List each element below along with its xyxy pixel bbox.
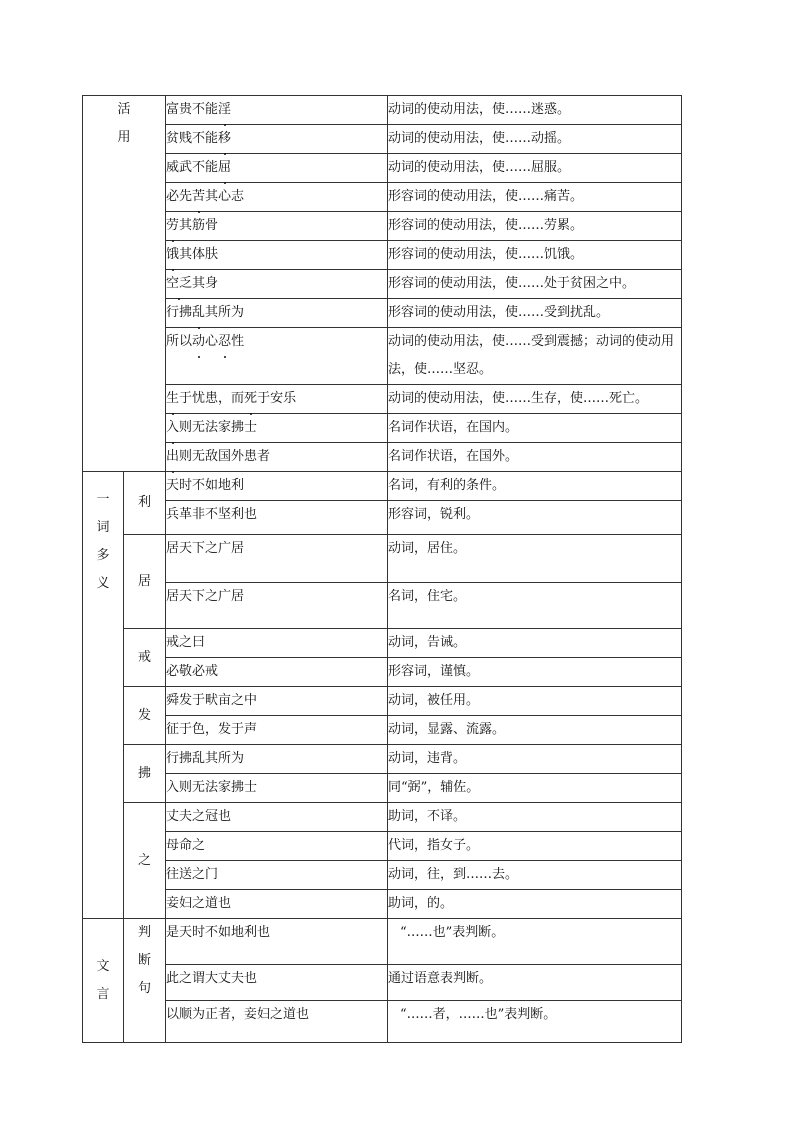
explanation: 助词，的。 <box>388 890 682 919</box>
example-sentence: 母命之 <box>166 832 388 861</box>
example-sentence: 富贵不能淫 <box>166 96 388 125</box>
section-wenyan: 文 言 <box>83 919 124 1043</box>
sub-fa: 发 <box>124 687 166 745</box>
explanation: 形容词，谨慎。 <box>388 658 682 687</box>
explanation: 动词，违背。 <box>388 745 682 774</box>
example-sentence: 劳其筋骨 <box>166 212 388 241</box>
explanation: 形容词的使动用法，使……饥饿。 <box>388 241 682 270</box>
example-sentence: 入则无法家拂士 <box>166 414 388 443</box>
explanation: 名词，住宅。 <box>388 583 682 629</box>
example-sentence: 出则无敌国外患者 <box>166 443 388 472</box>
explanation: 形容词，锐利。 <box>388 501 682 535</box>
explanation: 同“弼”，辅佐。 <box>388 774 682 803</box>
example-sentence: 妾妇之道也 <box>166 890 388 919</box>
explanation: 动词，往，到……去。 <box>388 861 682 890</box>
sub-jie: 戒 <box>124 629 166 687</box>
explanation: 动词，显露、流露。 <box>388 716 682 745</box>
explanation: 动词的使动用法，使……迷惑。 <box>388 96 682 125</box>
explanation: 动词，告诫。 <box>388 629 682 658</box>
example-sentence: 空乏其身 <box>166 270 388 299</box>
example-sentence: 兵革非不坚利也 <box>166 501 388 535</box>
example-sentence: 以顺为正者，妾妇之道也 <box>166 1001 388 1043</box>
explanation: 动词，居住。 <box>388 535 682 583</box>
example-sentence: 威武不能屈 <box>166 154 388 183</box>
explanation: 动词的使动用法，使……生存，使……死亡。 <box>388 385 682 414</box>
example-sentence: 行拂乱其所为 <box>166 745 388 774</box>
example-sentence: 居天下之广居 <box>166 583 388 629</box>
explanation: 名词作状语，在国外。 <box>388 443 682 472</box>
explanation: 代词，指女子。 <box>388 832 682 861</box>
example-sentence: 入则无法家拂士 <box>166 774 388 803</box>
explanation: 形容词的使动用法，使……痛苦。 <box>388 183 682 212</box>
explanation: 动词的使动用法，使……动摇。 <box>388 125 682 154</box>
notes-table <box>82 95 682 1043</box>
example-sentence: 天时不如地利 <box>166 472 388 501</box>
section-huoyong: 活 用 <box>83 96 166 472</box>
example-sentence: 生于忧患，而死于安乐 <box>166 385 388 414</box>
section-yici-duoyi: 一 词 多 义 <box>83 472 124 919</box>
explanation: 名词作状语，在国内。 <box>388 414 682 443</box>
explanation: 名词，有利的条件。 <box>388 472 682 501</box>
sub-panduan-ju: 判 断 句 <box>124 919 166 1043</box>
explanation: 形容词的使动用法，使……受到扰乱。 <box>388 299 682 328</box>
sub-li: 利 <box>124 472 166 535</box>
example-sentence: 行拂乱其所为 <box>166 299 388 328</box>
example-sentence: 居天下之广居 <box>166 535 388 583</box>
example-sentence: 必先苦其心志 <box>166 183 388 212</box>
explanation: 助词，不译。 <box>388 803 682 832</box>
explanation: 动词的使动用法，使……受到震撼；动词的使动用法，使……坚忍。 <box>388 328 682 385</box>
sub-ju: 居 <box>124 535 166 629</box>
example-sentence: 必敬必戒 <box>166 658 388 687</box>
explanation: 通过语意表判断。 <box>388 965 682 1001</box>
sub-bi: 拂 <box>124 745 166 803</box>
example-sentence: 是天时不如地利也 <box>166 919 388 965</box>
example-sentence: 往送之门 <box>166 861 388 890</box>
example-sentence: 舜发于畎亩之中 <box>166 687 388 716</box>
explanation: “……者，……也”表判断。 <box>388 1001 682 1043</box>
explanation: “……也”表判断。 <box>388 919 682 965</box>
explanation: 动词的使动用法，使……屈服。 <box>388 154 682 183</box>
explanation: 形容词的使动用法，使……劳累。 <box>388 212 682 241</box>
explanation: 动词，被任用。 <box>388 687 682 716</box>
explanation: 形容词的使动用法，使……处于贫困之中。 <box>388 270 682 299</box>
example-sentence: 此之谓大丈夫也 <box>166 965 388 1001</box>
example-sentence: 贫贱不能移 <box>166 125 388 154</box>
example-sentence: 饿其体肤 <box>166 241 388 270</box>
example-sentence: 所以动心忍性 <box>166 328 388 385</box>
example-sentence: 戒之曰 <box>166 629 388 658</box>
sub-zhi: 之 <box>124 803 166 919</box>
example-sentence: 征于色，发于声 <box>166 716 388 745</box>
example-sentence: 丈夫之冠也 <box>166 803 388 832</box>
